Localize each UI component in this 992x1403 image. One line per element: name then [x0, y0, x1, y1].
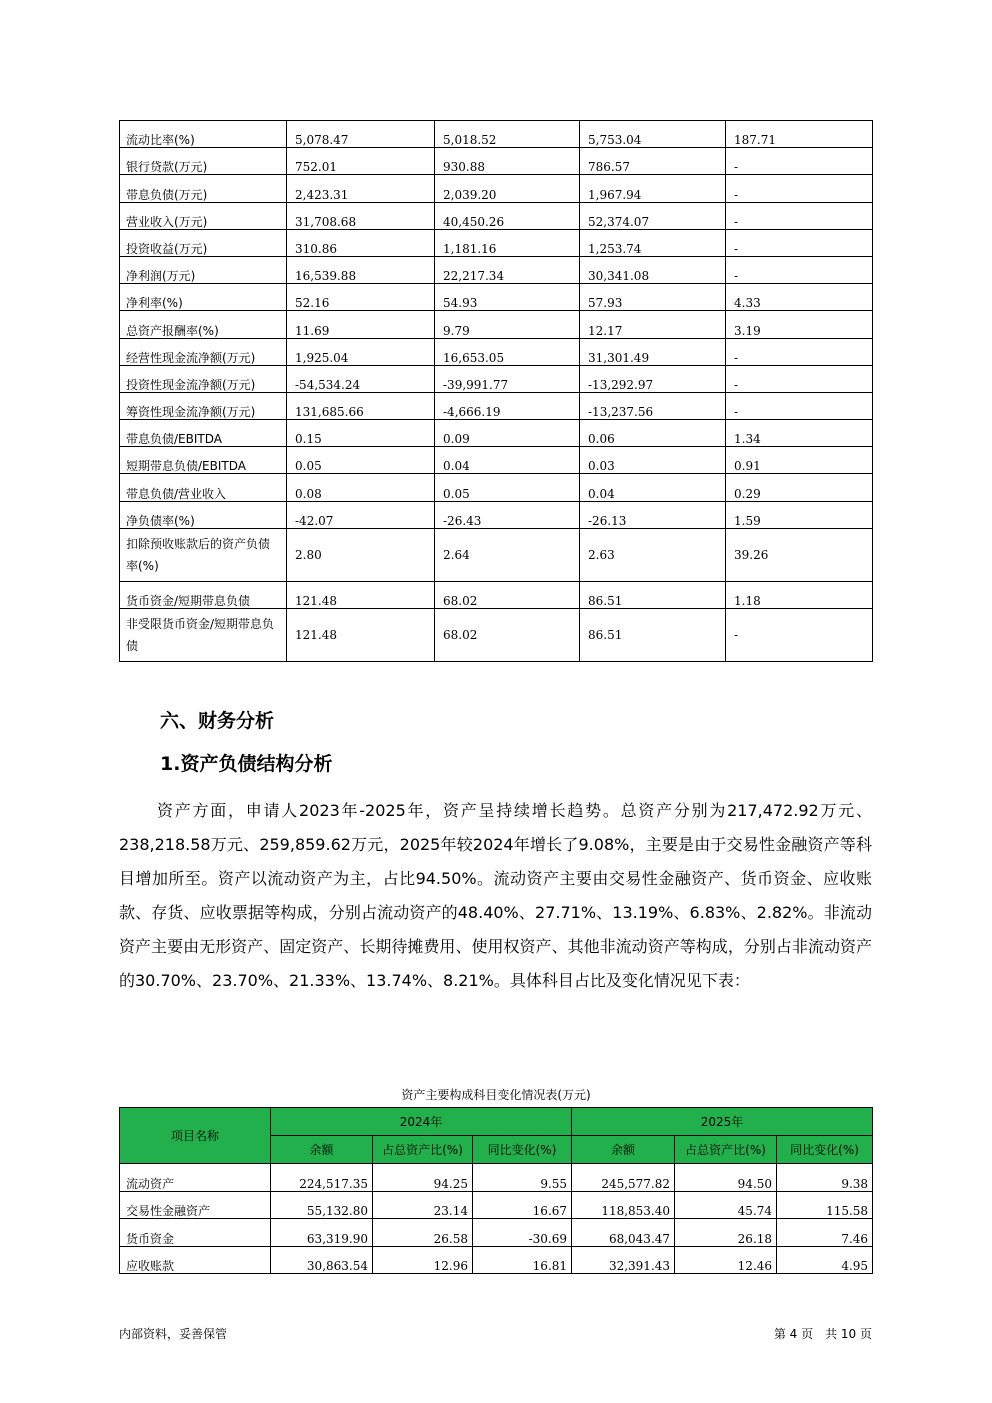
header-item-name: 项目名称 — [120, 1108, 271, 1164]
subheader-balance-2024: 余额 — [271, 1136, 373, 1164]
table-row — [120, 1191, 873, 1219]
asset-value: 4.95 — [777, 1246, 873, 1274]
indicator-value: 121.48 — [287, 609, 435, 662]
subheader-balance-2025: 余额 — [572, 1136, 675, 1164]
footer-page-number: 第 4 页 共 10 页 — [773, 1327, 872, 1341]
asset-value: 115.58 — [777, 1191, 873, 1219]
indicator-label: 营业收入(万元) — [120, 202, 287, 229]
asset-value: 45.74 — [675, 1191, 777, 1219]
indicator-value: 11.69 — [287, 311, 435, 338]
asset-item-label: 应收账款 — [120, 1246, 271, 1274]
asset-value: 16.81 — [473, 1246, 572, 1274]
indicator-value: 0.03 — [580, 447, 726, 474]
table-row — [120, 447, 873, 474]
asset-table-body — [120, 1164, 873, 1274]
indicator-value: 1,925.04 — [287, 338, 435, 365]
indicator-value: 0.29 — [726, 474, 873, 501]
indicator-value: 57.93 — [580, 284, 726, 311]
indicator-table — [119, 120, 873, 662]
indicator-value: 5,078.47 — [287, 121, 435, 148]
indicator-label: 扣除预收账款后的资产负债率(%) — [120, 528, 287, 581]
indicator-value: - — [726, 256, 873, 283]
indicator-label: 总资产报酬率(%) — [120, 311, 287, 338]
asset-item-label: 货币资金 — [120, 1219, 271, 1247]
indicator-value: - — [726, 229, 873, 256]
indicator-value: - — [726, 338, 873, 365]
indicator-value: 1.34 — [726, 420, 873, 447]
indicator-value: 12.17 — [580, 311, 726, 338]
indicator-value: 1,967.94 — [580, 175, 726, 202]
table-row — [120, 1219, 873, 1247]
indicator-value: 0.91 — [726, 447, 873, 474]
table-row — [120, 311, 873, 338]
table-row — [120, 581, 873, 608]
table-row — [120, 609, 873, 662]
indicator-label: 货币资金/短期带息负债 — [120, 581, 287, 608]
indicator-value: 131,685.66 — [287, 392, 435, 419]
indicator-label: 短期带息负债/EBITDA — [120, 447, 287, 474]
indicator-value: 16,653.05 — [435, 338, 580, 365]
indicator-value: 40,450.26 — [435, 202, 580, 229]
indicator-value: 2.63 — [580, 528, 726, 581]
indicator-value: 4.33 — [726, 284, 873, 311]
table-row — [120, 474, 873, 501]
indicator-value: 9.79 — [435, 311, 580, 338]
indicator-value: 5,018.52 — [435, 121, 580, 148]
asset-value: -30.69 — [473, 1219, 572, 1247]
section-heading: 六、财务分析 — [160, 710, 275, 732]
indicator-value: 16,539.88 — [287, 256, 435, 283]
subsection-heading: 1.资产负债结构分析 — [160, 753, 333, 775]
indicator-label: 经营性现金流净额(万元) — [120, 338, 287, 365]
indicator-label: 带息负债/营业收入 — [120, 474, 287, 501]
table-row — [120, 1246, 873, 1274]
table-row — [120, 121, 873, 148]
indicator-label: 投资收益(万元) — [120, 229, 287, 256]
indicator-value: 0.04 — [435, 447, 580, 474]
indicator-value: -4,666.19 — [435, 392, 580, 419]
indicator-value: - — [726, 148, 873, 175]
indicator-value: 2.64 — [435, 528, 580, 581]
indicator-value: -39,991.77 — [435, 365, 580, 392]
indicator-value: 22,217.34 — [435, 256, 580, 283]
indicator-value: -54,534.24 — [287, 365, 435, 392]
asset-value: 55,132.80 — [271, 1191, 373, 1219]
table-caption: 资产主要构成科目变化情况表(万元) — [401, 1088, 591, 1102]
asset-item-label: 交易性金融资产 — [120, 1191, 271, 1219]
indicator-value: 31,708.68 — [287, 202, 435, 229]
indicator-value: 187.71 — [726, 121, 873, 148]
subheader-change-2025: 同比变化(%) — [777, 1136, 873, 1164]
indicator-value: 0.09 — [435, 420, 580, 447]
asset-value: 23.14 — [373, 1191, 473, 1219]
indicator-label: 带息负债/EBITDA — [120, 420, 287, 447]
table-row — [120, 202, 873, 229]
indicator-label: 带息负债(万元) — [120, 175, 287, 202]
indicator-value: - — [726, 365, 873, 392]
asset-value: 118,853.40 — [572, 1191, 675, 1219]
table-row — [120, 284, 873, 311]
indicator-value: 0.04 — [580, 474, 726, 501]
indicator-label: 流动比率(%) — [120, 121, 287, 148]
indicator-value: - — [726, 609, 873, 662]
indicator-value: 39.26 — [726, 528, 873, 581]
asset-value: 16.67 — [473, 1191, 572, 1219]
asset-value: 26.58 — [373, 1219, 473, 1247]
asset-value: 224,517.35 — [271, 1164, 373, 1192]
indicator-value: 1.59 — [726, 501, 873, 528]
indicator-value: -13,292.97 — [580, 365, 726, 392]
indicator-value: 1,181.16 — [435, 229, 580, 256]
indicator-value: 3.19 — [726, 311, 873, 338]
asset-value: 9.38 — [777, 1164, 873, 1192]
indicator-value: - — [726, 202, 873, 229]
asset-value: 68,043.47 — [572, 1219, 675, 1247]
indicator-label: 净利润(万元) — [120, 256, 287, 283]
indicator-value: 310.86 — [287, 229, 435, 256]
subheader-ratio-2024: 占总资产比(%) — [373, 1136, 473, 1164]
table-row — [120, 338, 873, 365]
indicator-value: 54.93 — [435, 284, 580, 311]
indicator-value: 2.80 — [287, 528, 435, 581]
table-row — [120, 420, 873, 447]
indicator-value: 0.05 — [435, 474, 580, 501]
indicator-value: 2,039.20 — [435, 175, 580, 202]
indicator-value: 52,374.07 — [580, 202, 726, 229]
indicator-label: 非受限货币资金/短期带息负债 — [120, 609, 287, 662]
indicator-value: -26.13 — [580, 501, 726, 528]
asset-value: 26.18 — [675, 1219, 777, 1247]
table-row — [120, 175, 873, 202]
indicator-value: 30,341.08 — [580, 256, 726, 283]
table-row — [120, 365, 873, 392]
header-year-2025: 2025年 — [572, 1108, 873, 1136]
indicator-value: 5,753.04 — [580, 121, 726, 148]
indicator-value: 52.16 — [287, 284, 435, 311]
indicator-label: 银行贷款(万元) — [120, 148, 287, 175]
asset-value: 12.46 — [675, 1246, 777, 1274]
indicator-label: 投资性现金流净额(万元) — [120, 365, 287, 392]
indicator-value: - — [726, 175, 873, 202]
indicator-value: 0.08 — [287, 474, 435, 501]
asset-item-label: 流动资产 — [120, 1164, 271, 1192]
indicator-value: 0.05 — [287, 447, 435, 474]
asset-value: 245,577.82 — [572, 1164, 675, 1192]
header-year-2024: 2024年 — [271, 1108, 572, 1136]
table-row — [120, 528, 873, 581]
table-row — [120, 256, 873, 283]
indicator-value: 68.02 — [435, 609, 580, 662]
indicator-value: 930.88 — [435, 148, 580, 175]
indicator-label: 净利率(%) — [120, 284, 287, 311]
indicator-label: 筹资性现金流净额(万元) — [120, 392, 287, 419]
analysis-paragraph: 资产方面，申请人2023年-2025年，资产呈持续增长趋势。总资产分别为217,472.92万元、238,218.58万元、259,859.62万元，2025年较2024年增长了9.08%，主要是由于交易性金融资产等科目增加所至。资产以流动资产为主，占比94.50%。流动资产主要由交易性金融资产、货币资金、应收账款、存货、应收票据等构成，分别占流动资产的48.40%、27.71%、13.19%、6.83%、2.82%。非流动资产主要由无形资产、固定资产、长期待摊费用、使用权资产、其他非流动资产等构成，分别占非流动资产的30.70%、23.70%、21.33%、13.74%、8.21%。具体科目占比及变化情况见下表： — [119, 801, 872, 990]
asset-table — [119, 1107, 873, 1274]
asset-value: 63,319.90 — [271, 1219, 373, 1247]
asset-value: 32,391.43 — [572, 1246, 675, 1274]
asset-value: 94.25 — [373, 1164, 473, 1192]
table-row — [120, 229, 873, 256]
indicator-value: 68.02 — [435, 581, 580, 608]
indicator-value: -42.07 — [287, 501, 435, 528]
table-row — [120, 501, 873, 528]
footer-confidential: 内部资料，妥善保管 — [119, 1327, 228, 1341]
asset-value: 12.96 — [373, 1246, 473, 1274]
indicator-value: 31,301.49 — [580, 338, 726, 365]
indicator-table-body — [120, 121, 873, 662]
indicator-value: 1.18 — [726, 581, 873, 608]
indicator-value: 1,253.74 — [580, 229, 726, 256]
table-row — [120, 392, 873, 419]
table-row — [120, 1164, 873, 1192]
asset-value: 7.46 — [777, 1219, 873, 1247]
indicator-value: 2,423.31 — [287, 175, 435, 202]
indicator-value: 121.48 — [287, 581, 435, 608]
subheader-change-2024: 同比变化(%) — [473, 1136, 572, 1164]
table-row — [120, 148, 873, 175]
asset-value: 94.50 — [675, 1164, 777, 1192]
indicator-value: 752.01 — [287, 148, 435, 175]
indicator-value: 786.57 — [580, 148, 726, 175]
indicator-value: -13,237.56 — [580, 392, 726, 419]
asset-value: 30,863.54 — [271, 1246, 373, 1274]
asset-value: 9.55 — [473, 1164, 572, 1192]
subheader-ratio-2025: 占总资产比(%) — [675, 1136, 777, 1164]
indicator-label: 净负债率(%) — [120, 501, 287, 528]
indicator-value: 0.15 — [287, 420, 435, 447]
indicator-value: 86.51 — [580, 609, 726, 662]
indicator-value: 0.06 — [580, 420, 726, 447]
indicator-value: -26.43 — [435, 501, 580, 528]
indicator-value: 86.51 — [580, 581, 726, 608]
indicator-value: - — [726, 392, 873, 419]
